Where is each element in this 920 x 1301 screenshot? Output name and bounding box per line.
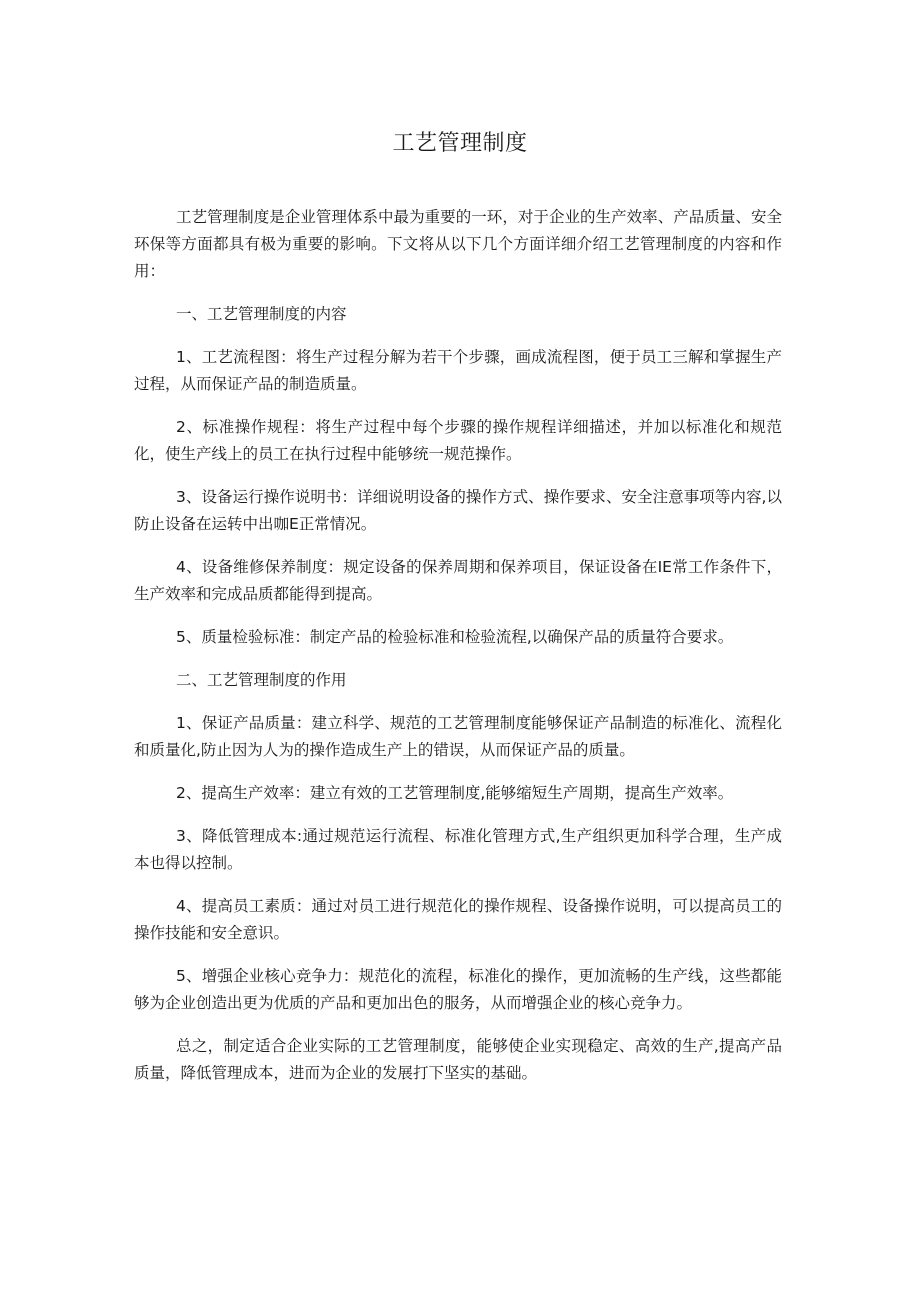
function-item-5: 5、增强企业核心竞争力：规范化的流程，标准化的操作，更加流畅的生产线，这些都能够为企业创造出更为优质的产品和更加出色的服务，从而增强企业的核心竞争力。 xyxy=(134,967,782,1012)
function-item-1: 1、保证产品质量：建立科学、规范的工艺管理制度能够保证产品制造的标准化、流程化和质量化,防止因为人为的操作造成生产上的错误，从而保证产品的质量。 xyxy=(134,714,782,759)
section-heading-content: 一、工艺管理制度的内容 xyxy=(176,305,347,323)
function-item-4: 4、提高员工素质：通过对员工进行规范化的操作规程、设备操作说明，可以提高员工的操作技能和安全意识。 xyxy=(134,897,782,942)
content-item-1: 1、工艺流程图：将生产过程分解为若干个步骤，画成流程图，便于员工三解和掌握生产过程，从而保证产品的制造质量。 xyxy=(134,348,782,393)
function-item-3: 3、降低管理成本:通过规范运行流程、标准化管理方式,生产组织更加科学合理，生产成本也得以控制。 xyxy=(134,827,782,872)
conclusion-paragraph: 总之，制定适合企业实际的工艺管理制度，能够使企业实现稳定、高效的生产,提高产品质量，降低管理成本，进而为企业的发展打下坚实的基础。 xyxy=(134,1037,782,1082)
content-item-5: 5、质量检验标准：制定产品的检验标准和检验流程,以确保产品的质量符合要求。 xyxy=(176,628,734,646)
section-heading-function: 二、工艺管理制度的作用 xyxy=(176,671,347,689)
content-item-4: 4、设备维修保养制度：规定设备的保养周期和保养项目，保证设备在IE常工作条件下，生产效率和完成品质都能得到提高。 xyxy=(134,558,782,603)
content-item-2: 2、标准操作规程：将生产过程中每个步骤的操作规程详细描述，并加以标准化和规范化，使生产线上的员工在执行过程中能够统一规范操作。 xyxy=(134,418,782,463)
content-item-3: 3、设备运行操作说明书：详细说明设备的操作方式、操作要求、安全注意事项等内容,以防止设备在运转中出咖E正常情况。 xyxy=(134,488,782,533)
function-item-2: 2、提高生产效率：建立有效的工艺管理制度,能够缩短生产周期，提高生产效率。 xyxy=(176,784,734,802)
document-body xyxy=(134,204,782,1103)
intro-paragraph: 工艺管理制度是企业管理体系中最为重要的一环，对于企业的生产效率、产品质量、安全环保等方面都具有极为重要的影响。下文将从以下几个方面详细介绍工艺管理制度的内容和作用： xyxy=(134,208,782,280)
document-title: 工艺管理制度 xyxy=(392,131,528,156)
